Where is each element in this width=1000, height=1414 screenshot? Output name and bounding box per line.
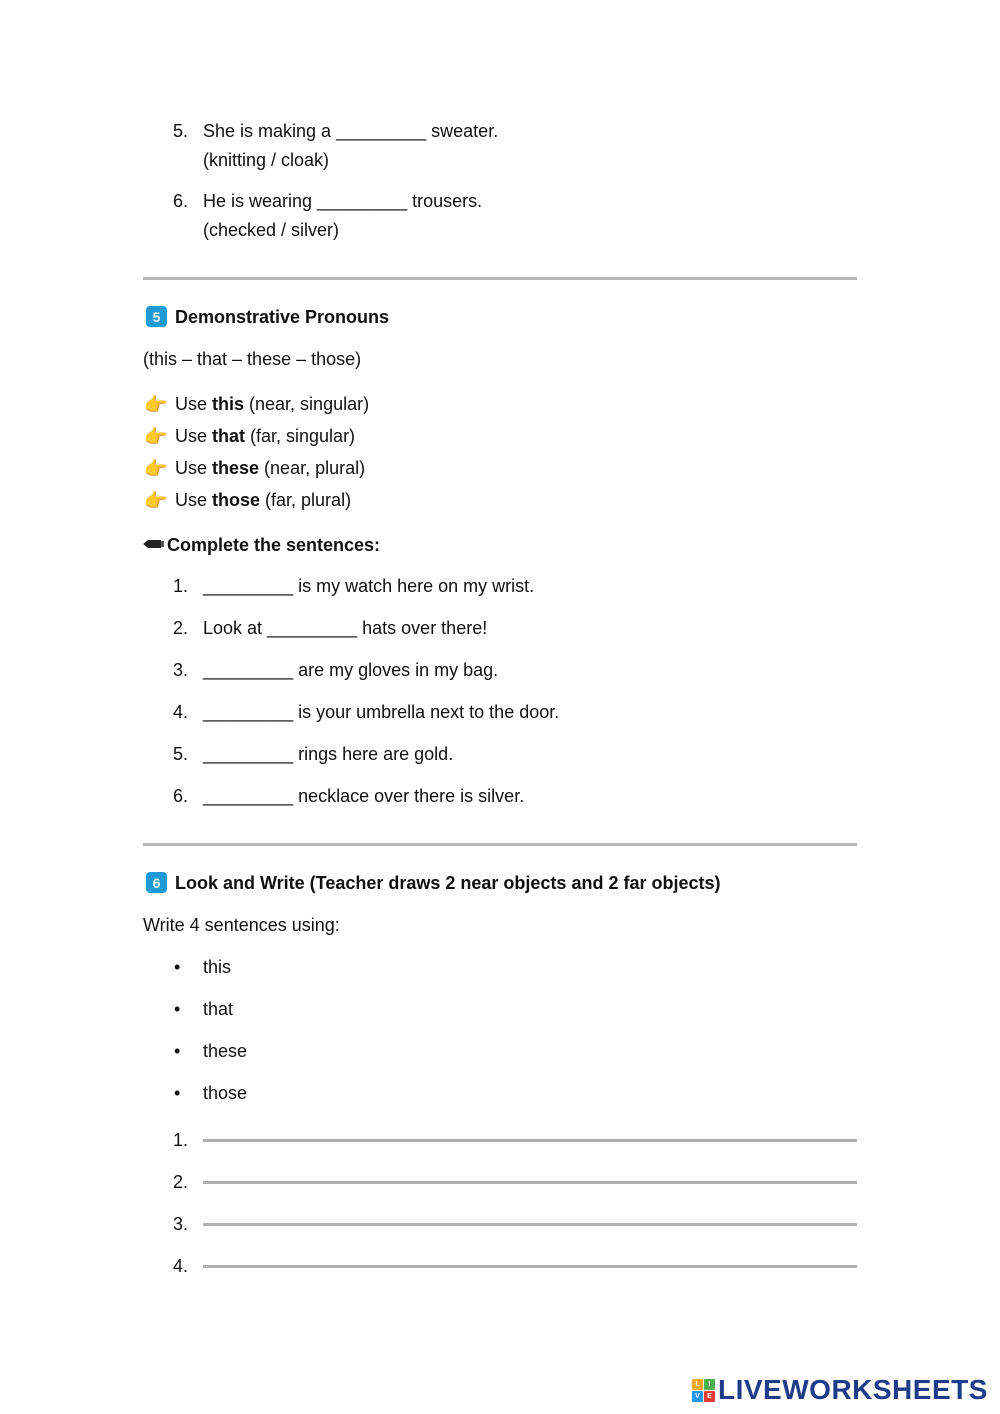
logo-letter: I <box>704 1379 715 1390</box>
sentence-text: _________ is your umbrella next to the door. <box>203 702 560 722</box>
sentence-number: 5. <box>173 744 189 764</box>
item-text: He is wearing _________ trousers. <box>203 191 483 211</box>
bullet-dot: • <box>174 999 181 1019</box>
section-number-badge: 6 <box>146 872 167 893</box>
section-divider <box>143 843 857 846</box>
usage-rule: Use these (near, plural) <box>175 458 366 478</box>
item-hint: (knitting / cloak) <box>203 150 330 170</box>
item-number: 6. <box>173 191 189 211</box>
sentence-text: _________ are my gloves in my bag. <box>203 660 499 680</box>
answer-line[interactable] <box>203 1223 857 1226</box>
logo-letter: V <box>692 1391 703 1402</box>
bullet-item: those <box>203 1083 248 1103</box>
sentence-number: 4. <box>173 702 189 722</box>
sentence-number: 1. <box>173 576 189 596</box>
sentence-text: _________ necklace over there is silver. <box>203 786 525 806</box>
section-number-badge: 5 <box>146 306 167 327</box>
answer-line-number: 3. <box>173 1214 189 1234</box>
section-title: Look and Write (Teacher draws 2 near objects and 2 far objects) <box>175 873 721 893</box>
section-subtitle: (this – that – these – those) <box>143 349 362 369</box>
item-text: She is making a _________ sweater. <box>203 121 499 141</box>
liveworksheets-logo <box>692 1373 988 1407</box>
usage-rule: Use this (near, singular) <box>175 394 370 414</box>
bullet-item: this <box>203 957 232 977</box>
section-intro: Write 4 sentences using: <box>143 915 340 935</box>
instruction-text: Complete the sentences: <box>167 535 381 555</box>
logo-letter: E <box>704 1391 715 1402</box>
sentence-text: Look at _________ hats over there! <box>203 618 488 638</box>
logo-letter: L <box>692 1379 703 1390</box>
answer-line-number: 4. <box>173 1256 189 1276</box>
pointing-hand-icon: 👉 <box>144 459 168 480</box>
bullet-item: that <box>203 999 234 1019</box>
pointing-hand-icon: 👉 <box>144 491 168 512</box>
answer-line-number: 1. <box>173 1130 189 1150</box>
sentence-number: 2. <box>173 618 189 638</box>
logo-text: LIVEWORKSHEETS <box>718 1374 988 1405</box>
bullet-item: these <box>203 1041 248 1061</box>
sentence-number: 6. <box>173 786 189 806</box>
item-number: 5. <box>173 121 189 141</box>
sentence-text: _________ is my watch here on my wrist. <box>203 576 535 596</box>
usage-rule: Use that (far, singular) <box>175 426 356 446</box>
item-hint: (checked / silver) <box>203 220 340 240</box>
pointing-hand-icon: 👉 <box>144 395 168 416</box>
bullet-dot: • <box>174 1041 181 1061</box>
pencil-icon <box>143 539 164 549</box>
answer-line[interactable] <box>203 1265 857 1268</box>
bullet-dot: • <box>174 1083 181 1103</box>
usage-rule: Use those (far, plural) <box>175 490 352 510</box>
sentence-number: 3. <box>173 660 189 680</box>
answer-line[interactable] <box>203 1181 857 1184</box>
answer-line[interactable] <box>203 1139 857 1142</box>
pointing-hand-icon: 👉 <box>144 427 168 448</box>
sentence-text: _________ rings here are gold. <box>203 744 454 764</box>
answer-line-number: 2. <box>173 1172 189 1192</box>
section-divider <box>143 277 857 280</box>
section-title: Demonstrative Pronouns <box>175 307 390 327</box>
logo-grid-icon <box>692 1379 715 1402</box>
bullet-dot: • <box>174 957 181 977</box>
